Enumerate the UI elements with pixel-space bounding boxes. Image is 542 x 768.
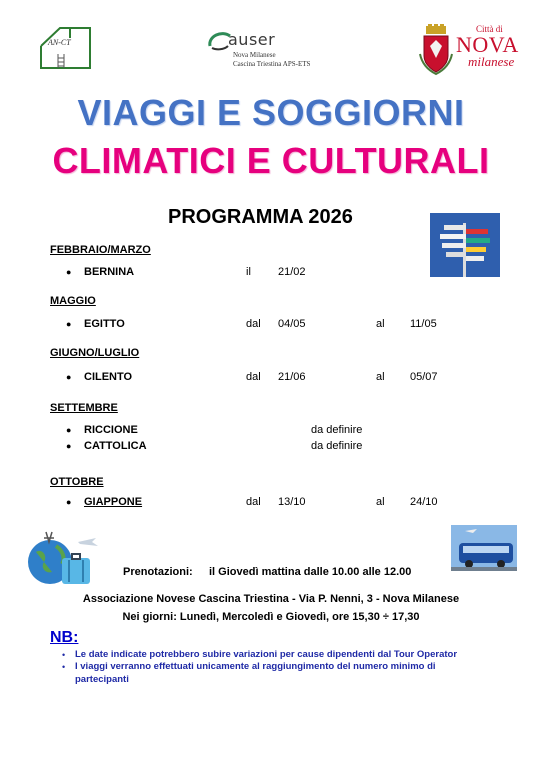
trip-to-date: 11/05 xyxy=(410,318,437,330)
trip-to-date: 24/10 xyxy=(410,496,438,508)
prenotazioni-text: il Giovedì mattina dalle 10.00 alle 12.00 xyxy=(209,566,412,578)
trip-destination: BERNINA xyxy=(84,266,135,278)
association-address: Associazione Novese Cascina Triestina - Via P. Nenni, 3 - Nova Milanese xyxy=(82,593,460,605)
trip-to-word: al xyxy=(376,318,385,330)
bullet-icon: ● xyxy=(66,441,72,451)
coach-bus-picture xyxy=(451,525,517,571)
trip-to-word: al xyxy=(376,496,385,508)
signpost-picture xyxy=(430,213,500,277)
trip-destination: EGITTO xyxy=(84,318,125,330)
bus-icon xyxy=(451,525,517,571)
bullet-icon: ● xyxy=(66,425,72,435)
month-heading: GIUGNO/LUGLIO xyxy=(50,347,140,359)
nova-name-text: NOVA xyxy=(456,32,519,57)
month-heading: FEBBRAIO/MARZO xyxy=(50,244,151,256)
globe-suitcase-icon xyxy=(22,528,106,588)
bullet-icon: ● xyxy=(66,372,72,382)
nb-heading: NB: xyxy=(50,629,79,646)
trip-to-date: 05/07 xyxy=(410,371,438,383)
note-text: partecipanti xyxy=(75,674,129,685)
month-heading: SETTEMBRE xyxy=(50,402,118,414)
coat-of-arms-icon xyxy=(418,24,454,76)
trip-destination: CILENTO xyxy=(84,371,133,383)
title-line-1: VIAGGI E SOGGIORNI xyxy=(77,92,465,133)
prenotazioni-label: Prenotazioni: xyxy=(123,566,193,578)
trip-from-word: dal xyxy=(246,496,261,508)
opening-days: Nei giorni: Lunedì, Mercoledì e Giovedì, ore 15,30 ÷ 17,30 xyxy=(122,611,420,623)
nova-milanese-logo xyxy=(418,22,530,78)
trip-destination: CATTOLICA xyxy=(84,440,147,452)
anct-logo xyxy=(38,24,94,70)
note-text: I viaggi verranno effettuati unicamente al raggiungimento del numero minimo di xyxy=(75,661,436,672)
bullet-icon: ● xyxy=(66,319,72,329)
trip-from-word: dal xyxy=(246,318,261,330)
trip-destination: GIAPPONE xyxy=(84,496,143,508)
programma-heading: PROGRAMMA 2026 xyxy=(168,206,353,228)
month-heading: MAGGIO xyxy=(50,295,96,307)
trip-from-word: dal xyxy=(246,371,261,383)
trip-from-word: il xyxy=(246,266,251,278)
travel-globe-picture xyxy=(22,528,106,588)
anct-logo-text: AN-CT xyxy=(48,38,71,47)
trip-tbd: da definire xyxy=(311,424,363,436)
trip-from-date: 21/06 xyxy=(278,371,306,383)
trip-from-date: 04/05 xyxy=(278,318,306,330)
note-text: Le date indicate potrebbero subire variazioni per cause dipendenti dal Tour Operator xyxy=(75,649,458,660)
nova-citta-text: Città di xyxy=(476,24,503,34)
bullet-icon: ● xyxy=(66,267,72,277)
trip-destination: RICCIONE xyxy=(84,424,138,436)
auser-wordmark: auser xyxy=(228,30,276,49)
auser-logo xyxy=(206,28,346,74)
bullet-icon: • xyxy=(62,662,66,672)
bullet-icon: ● xyxy=(66,497,72,507)
signpost-icon xyxy=(430,213,500,277)
title-line-2: CLIMATICI E CULTURALI xyxy=(52,140,490,181)
auser-subtitle-1: Nova Milanese xyxy=(233,51,276,59)
trip-to-word: al xyxy=(376,371,385,383)
month-heading: OTTOBRE xyxy=(50,476,104,488)
nova-suffix-text: milanese xyxy=(468,54,515,69)
trip-from-date: 21/02 xyxy=(278,266,306,278)
house-icon xyxy=(38,24,94,70)
bullet-icon: • xyxy=(62,650,66,660)
trip-tbd: da definire xyxy=(311,440,363,452)
auser-subtitle-2: Cascina Triestina APS-ETS xyxy=(233,60,311,68)
trip-from-date: 13/10 xyxy=(278,496,306,508)
